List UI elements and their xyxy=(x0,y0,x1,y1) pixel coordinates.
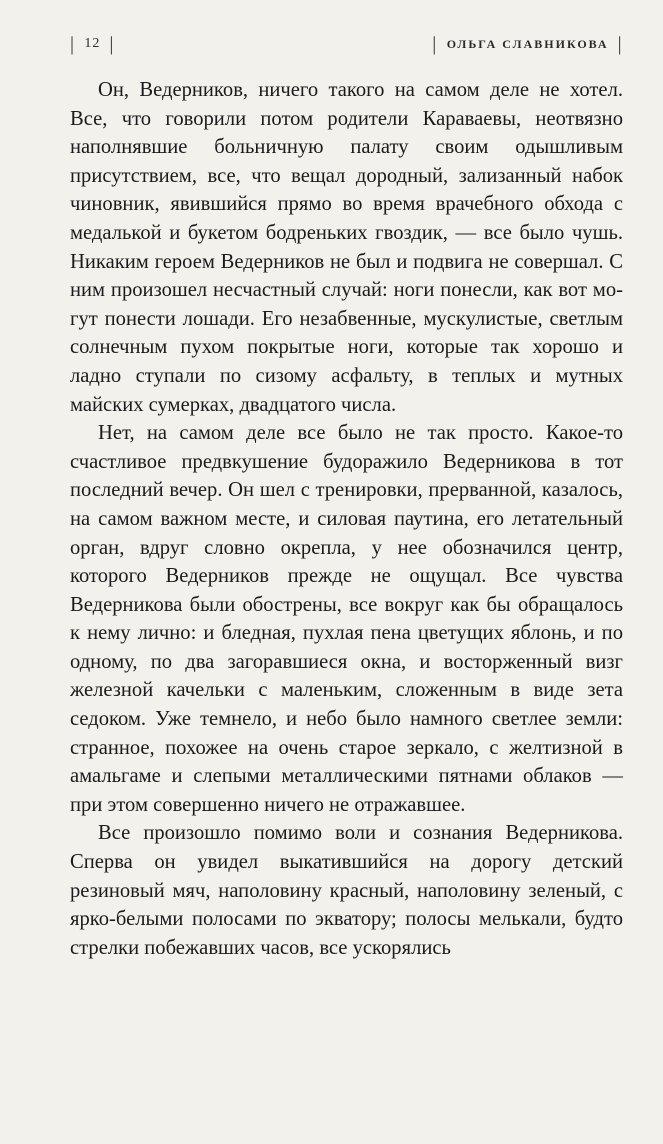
author-name: ОЛЬГА СЛАВНИКОВА xyxy=(446,36,609,51)
paragraph: Нет, на самом деле все было не так просто. Какое-то счастливое предвкушение будоражило Ведерникова в тот последний вечер. Он шел с тренировки, прерванной, казалось, на самом важном месте, и силовая паутина, его летательный орган, вдруг словно окрепла, у нее обозначился центр, которого Ведерников прежде не ощущал. Все чувства Ведерникова были обострены, все вокруг как бы обращалось к нему лично: и бледная, пухлая пена цветущих яблонь, и по одному, по два загоравшиеся окна, и восторженный визг железной качельки с маленьким, сложенным в виде зета седоком. Уже темнело, и небо было намного светлее земли: странное, похожее на очень старое зеркало, с желтизной в амальгаме и слепыми металлическими пятнами облаков — при этом совершенно ничего не отражавшее. xyxy=(70,422,623,816)
running-head xyxy=(70,30,623,58)
author-right-bar-divider: | xyxy=(617,33,623,55)
paragraph: Все произошло помимо воли и сознания Ведерникова. Сперва он увидел выкатившийся на дорогу детский резиновый мяч, наполовину красный, наполовину зеленый, с ярко-белыми полосами по экватору; полосы мелькали, будто стрелки побежавших часов, все ускорялись xyxy=(70,822,623,959)
author-header xyxy=(432,34,623,54)
author-left-bar-divider: | xyxy=(432,33,438,55)
paragraph: Он, Ведерников, ничего такого на самом деле не хотел. Все, что говорили потом родители Караваевы, неотвязно наполнявшие больничную палату своим одышливым присутствием, все, что вещал дородный, зализанный набок чиновник, явившийся прямо во время врачебного обхода с медалькой и букетом бодреньких гвоздик, — все было чушь. Никаким героем Ведерников не был и подвига не совершал. С ним произошел несчастный случай: ноги понесли, как вот могут понести лошади. Его незабвенные, мускулистые, светлым солнечным пухом покрытые ноги, которые так хорошо и ладно ступали по сизому асфальту, в теплых и мутных майских сумерках, двадцатого числа. xyxy=(70,79,623,416)
page-number: 12 xyxy=(84,36,101,51)
text-body xyxy=(70,76,623,962)
left-bar-divider: | xyxy=(70,33,76,55)
folio xyxy=(70,34,115,54)
right-bar-divider: | xyxy=(109,33,115,55)
